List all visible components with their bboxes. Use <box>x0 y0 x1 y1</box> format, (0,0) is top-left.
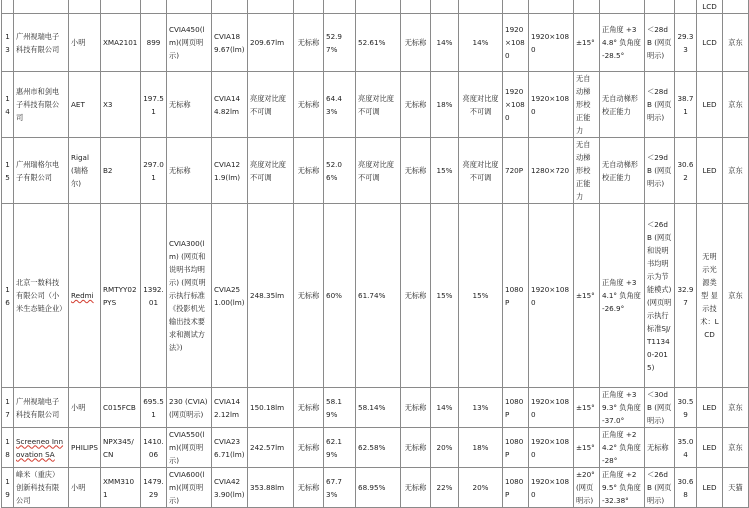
cell-brand: Rigal (瑞格尔) <box>69 138 101 204</box>
table-row <box>2 72 749 138</box>
cell-price: 899 <box>141 14 167 72</box>
cell-uniformity1: 60% <box>324 204 356 388</box>
cell-price: 197.51 <box>141 72 167 138</box>
cell-lumens: 242.57lm <box>248 428 294 468</box>
cell-tech: LED <box>697 388 723 428</box>
cell-keystone: ±20°(网页明示) <box>574 468 600 508</box>
cell-platform: 京东 <box>723 388 749 428</box>
cell-claimed-contrast: 无标称 <box>294 138 324 204</box>
cell-noise: 38.71 <box>675 72 697 138</box>
cell-platform: 京东 <box>723 14 749 72</box>
cell-claimed-contrast: 无标称 <box>294 14 324 72</box>
cell-res-claim: 1920×1080 <box>503 72 529 138</box>
cell-keystone: ±15° <box>574 388 600 428</box>
cell-uniformity2: 52.61% <box>356 14 401 72</box>
cell-keystone: 无自动梯形校正能力 <box>574 138 600 204</box>
cell-measured-brightness: CVIA251.00(lm) <box>212 204 248 388</box>
cell-pct2: 13% <box>459 388 503 428</box>
cell-pct2: 亮度对比度不可调 <box>459 72 503 138</box>
cell-noise-claim: ＜29dB (网页明示) <box>645 138 675 204</box>
cell-measured-brightness: CVIA189.67(lm) <box>212 14 248 72</box>
cell-platform: 京东 <box>723 428 749 468</box>
cell-pct1: 20% <box>431 428 459 468</box>
header-remnant-row <box>2 0 749 14</box>
cell-lumens: 353.88lm <box>248 468 294 508</box>
cell-res-claim: 1920×1080 <box>503 14 529 72</box>
cell-brand: 小明 <box>69 14 101 72</box>
cell-model: RMTYY02PYS <box>101 204 141 388</box>
cell-angle: 无自动梯形校正能力 <box>600 138 645 204</box>
cell-claimed-brightness: 无标称 <box>167 72 212 138</box>
cell-noise: 30.62 <box>675 138 697 204</box>
cell-color-claim: 无标称 <box>401 138 431 204</box>
cell-claimed-contrast: 无标称 <box>294 204 324 388</box>
cell-lumens: 亮度对比度不可调 <box>248 72 294 138</box>
cell-res-measured: 1920×1080 <box>529 388 574 428</box>
cell-noise: 32.97 <box>675 204 697 388</box>
cell-price: 1410.06 <box>141 428 167 468</box>
cell-res-claim: 1080P <box>503 468 529 508</box>
cell-company: 北京一数科技有限公司（小米生态链企业） <box>14 204 69 388</box>
cell-model: X3 <box>101 72 141 138</box>
cell-claimed-contrast: 无标称 <box>294 468 324 508</box>
cell-platform: 京东 <box>723 72 749 138</box>
cell-keystone: ±15° <box>574 204 600 388</box>
top-label: LCD <box>697 0 723 14</box>
cell-company: 广州视瑞电子科技有限公司 <box>14 388 69 428</box>
cell-uniformity1: 58.19% <box>324 388 356 428</box>
cell-res-claim: 1080P <box>503 388 529 428</box>
cell-res-claim: 1080P <box>503 204 529 388</box>
cell-tech: LED <box>697 468 723 508</box>
cell-model: XMM3101 <box>101 468 141 508</box>
cell-color-claim: 无标称 <box>401 204 431 388</box>
cell-tech: LED <box>697 138 723 204</box>
cell-pct2: 20% <box>459 468 503 508</box>
cell-res-measured: 1920×1080 <box>529 14 574 72</box>
projector-test-table <box>1 0 749 508</box>
cell-model: B2 <box>101 138 141 204</box>
cell-angle: 正角度 +39.3° 负角度 -37.0° <box>600 388 645 428</box>
cell-keystone: 无自动梯形校正能力 <box>574 72 600 138</box>
cell-uniformity1: 52.06% <box>324 138 356 204</box>
cell-uniformity2: 68.95% <box>356 468 401 508</box>
cell-claimed-brightness: 230 (CVIA) (网页明示) <box>167 388 212 428</box>
cell-keystone: ±15° <box>574 428 600 468</box>
cell-res-measured: 1920×1080 <box>529 72 574 138</box>
cell-color-claim: 无标称 <box>401 428 431 468</box>
cell-tech: 无明示光源类型 显示技术：LCD <box>697 204 723 388</box>
cell-company: 峰米（重庆）创新科技有限公司 <box>14 468 69 508</box>
cell-pct1: 14% <box>431 14 459 72</box>
cell-tech: LED <box>697 428 723 468</box>
cell-lumens: 150.18lm <box>248 388 294 428</box>
cell-no: 18 <box>2 428 14 468</box>
cell-noise: 30.68 <box>675 468 697 508</box>
cell-uniformity1: 67.73% <box>324 468 356 508</box>
cell-noise: 30.59 <box>675 388 697 428</box>
cell-no: 15 <box>2 138 14 204</box>
cell-measured-brightness: CVIA236.71(lm) <box>212 428 248 468</box>
cell-claimed-brightness: CVIA600(lm)(网页明示) <box>167 468 212 508</box>
cell-angle: 正角度 +24.2° 负角度 -28° <box>600 428 645 468</box>
cell-model: NPX345/CN <box>101 428 141 468</box>
cell-pct2: 15% <box>459 204 503 388</box>
cell-price: 1479.29 <box>141 468 167 508</box>
cell-company: Screeneo Innovation SA <box>14 428 69 468</box>
cell-measured-brightness: CVIA144.82lm <box>212 72 248 138</box>
cell-uniformity2: 61.74% <box>356 204 401 388</box>
table-row <box>2 388 749 428</box>
cell-angle: 正角度 +34.8° 负角度 -28.5° <box>600 14 645 72</box>
cell-keystone: ±15° <box>574 14 600 72</box>
cell-company: 惠州市和剑电子科技有限公司 <box>14 72 69 138</box>
cell-uniformity2: 亮度对比度不可调 <box>356 138 401 204</box>
cell-lumens: 248.35lm <box>248 204 294 388</box>
cell-noise-claim: ＜28dB (网页明示) <box>645 72 675 138</box>
cell-platform: 京东 <box>723 138 749 204</box>
cell-pct1: 15% <box>431 204 459 388</box>
cell-model: XMA2101 <box>101 14 141 72</box>
cell-price: 297.01 <box>141 138 167 204</box>
cell-uniformity1: 52.97% <box>324 14 356 72</box>
cell-claimed-brightness: CVIA550(lm)(网页明示) <box>167 428 212 468</box>
table-row <box>2 468 749 508</box>
cell-uniformity2: 62.58% <box>356 428 401 468</box>
cell-pct1: 22% <box>431 468 459 508</box>
cell-no: 14 <box>2 72 14 138</box>
cell-brand: 小明 <box>69 468 101 508</box>
cell-brand: AET <box>69 72 101 138</box>
cell-angle: 正角度 +29.5° 负角度 -32.38° <box>600 468 645 508</box>
cell-noise-claim: ＜30dB (网页明示) <box>645 388 675 428</box>
cell-no: 19 <box>2 468 14 508</box>
cell-tech: LED <box>697 72 723 138</box>
table-row <box>2 14 749 72</box>
cell-res-measured: 1280×720 <box>529 138 574 204</box>
cell-pct1: 15% <box>431 138 459 204</box>
cell-company: 广州瑞格尔电子有限公司 <box>14 138 69 204</box>
cell-claimed-brightness: 无标称 <box>167 138 212 204</box>
cell-claimed-brightness: CVIA300(lm) (网页和说明书均明示) (网页明示执行标准《投影机光输出技术要求和测试方法》) <box>167 204 212 388</box>
cell-company: 广州视瑞电子科技有限公司 <box>14 14 69 72</box>
cell-no: 17 <box>2 388 14 428</box>
cell-res-measured: 1920×1080 <box>529 468 574 508</box>
table-row <box>2 428 749 468</box>
cell-model: C015FCB <box>101 388 141 428</box>
cell-claimed-contrast: 无标称 <box>294 388 324 428</box>
cell-res-measured: 1920×1080 <box>529 428 574 468</box>
cell-color-claim: 无标称 <box>401 72 431 138</box>
cell-noise: 29.33 <box>675 14 697 72</box>
cell-no: 16 <box>2 204 14 388</box>
cell-claimed-contrast: 无标称 <box>294 72 324 138</box>
cell-res-measured: 1920×1080 <box>529 204 574 388</box>
cell-claimed-brightness: CVIA450(lm)(网页明示) <box>167 14 212 72</box>
cell-res-claim: 720P <box>503 138 529 204</box>
cell-color-claim: 无标称 <box>401 14 431 72</box>
table-row <box>2 138 749 204</box>
cell-pct2: 18% <box>459 428 503 468</box>
cell-measured-brightness: CVIA423.90(lm) <box>212 468 248 508</box>
table-row <box>2 204 749 388</box>
cell-brand: Redmi <box>69 204 101 388</box>
cell-no: 13 <box>2 14 14 72</box>
cell-platform: 天猫 <box>723 468 749 508</box>
cell-lumens: 209.67lm <box>248 14 294 72</box>
cell-pct1: 18% <box>431 72 459 138</box>
cell-tech: LCD <box>697 14 723 72</box>
cell-noise-claim: ＜26dB (网页和说明书均明示为节能模式) (网页明示执行标准SJ/T11340-2015) <box>645 204 675 388</box>
cell-uniformity1: 62.19% <box>324 428 356 468</box>
cell-uniformity2: 58.14% <box>356 388 401 428</box>
cell-lumens: 亮度对比度不可调 <box>248 138 294 204</box>
cell-pct2: 14% <box>459 14 503 72</box>
cell-color-claim: 无标称 <box>401 388 431 428</box>
cell-price: 1392.01 <box>141 204 167 388</box>
cell-pct1: 14% <box>431 388 459 428</box>
cell-angle: 无自动梯形校正能力 <box>600 72 645 138</box>
cell-claimed-contrast: 无标称 <box>294 428 324 468</box>
cell-noise-claim: ＜26dB (网页明示) <box>645 468 675 508</box>
cell-uniformity1: 64.43% <box>324 72 356 138</box>
cell-platform: 京东 <box>723 204 749 388</box>
cell-brand: PHILIPS <box>69 428 101 468</box>
cell-uniformity2: 亮度对比度不可调 <box>356 72 401 138</box>
cell-measured-brightness: CVIA121.9(lm) <box>212 138 248 204</box>
cell-noise-claim: ＜28dB (网页明示) <box>645 14 675 72</box>
cell-pct2: 亮度对比度不可调 <box>459 138 503 204</box>
cell-measured-brightness: CVIA142.12lm <box>212 388 248 428</box>
cell-res-claim: 1080P <box>503 428 529 468</box>
cell-angle: 正角度 +34.1° 负角度 -26.9° <box>600 204 645 388</box>
cell-price: 695.51 <box>141 388 167 428</box>
cell-noise: 35.04 <box>675 428 697 468</box>
cell-brand: 小明 <box>69 388 101 428</box>
cell-noise-claim: 无标称 <box>645 428 675 468</box>
cell-color-claim: 无标称 <box>401 468 431 508</box>
